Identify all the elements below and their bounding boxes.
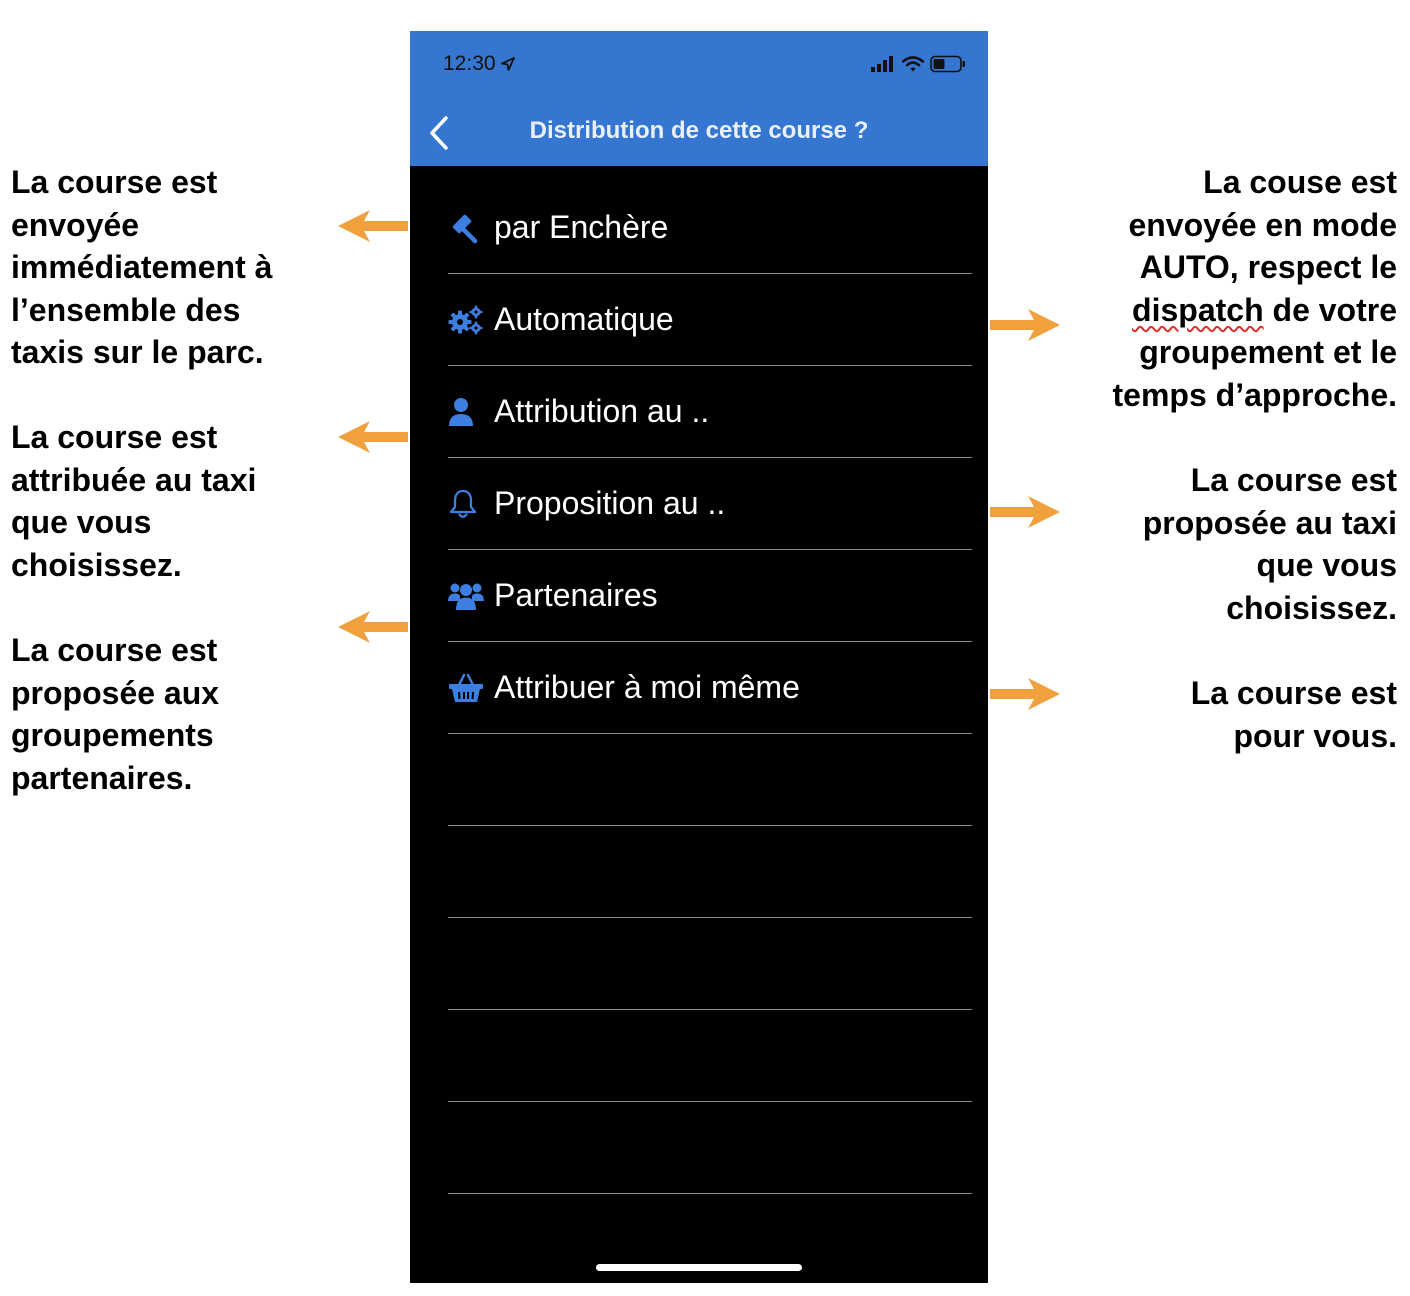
battery-icon [930,55,966,73]
nav-header [410,31,988,166]
annotation-line: immédiatement à [11,249,273,285]
annotation-line: envoyée [11,206,140,243]
annotation-line: pour vous. [1233,717,1397,754]
empty-row [448,1010,972,1102]
arrow-left-icon [336,609,410,645]
arrow-left-icon [336,208,410,244]
status-bar-time [443,52,516,76]
arrow-right-icon [988,494,1062,530]
gears-icon [448,304,484,336]
menu-item-label: par Enchère [494,209,669,245]
user-icon [448,397,474,427]
annotation-proposition [1143,459,1397,629]
annotation-line-rest: de votre [1272,291,1397,328]
annotation-line: taxis sur le parc. [11,334,264,370]
users-icon [448,581,484,611]
location-arrow-icon [500,56,516,72]
annotation-line: attribuée au taxi [11,461,257,498]
home-indicator[interactable] [596,1264,802,1271]
menu-item-proposition[interactable] [448,458,972,550]
phone-screen [410,31,988,1283]
annotation-line: l’ensemble des [11,291,241,328]
gavel-icon [448,212,480,244]
annotation-attribution [11,416,256,586]
page-title: Distribution de cette course ? [529,117,869,144]
status-bar-indicators [870,55,966,73]
annotation-line: La course est [1190,675,1397,711]
menu-item-automatique[interactable] [448,274,972,366]
menu-item-attribution[interactable] [448,366,972,458]
menu-item-encheres[interactable] [448,182,972,274]
menu-item-label: Proposition au .. [494,485,726,521]
status-time-text: 12:30 [443,52,496,75]
spellcheck-word: dispatch [1132,291,1264,328]
arrow-right-icon [988,676,1062,712]
empty-row [448,826,972,918]
empty-row [448,1102,972,1194]
annotation-line: La course est [11,632,218,668]
annotation-line: temps d’approche. [1112,376,1397,413]
menu-item-label: Attribuer à moi même [494,669,800,705]
annotation-line: La couse est [1203,164,1397,200]
menu-item-label: Automatique [494,301,674,337]
annotation-line: choisissez. [11,546,182,583]
bell-icon [448,488,478,520]
annotation-line: groupements [11,717,214,753]
annotation-line: AUTO, respect le [1139,249,1397,285]
annotation-line: groupement et le [1139,334,1397,370]
back-button[interactable] [422,113,456,153]
menu-item-label: Attribution au .. [494,393,710,429]
empty-row [448,734,972,826]
chevron-left-icon [429,116,449,150]
annotation-attribuer-moi [1191,672,1397,757]
annotation-line [1113,289,1398,332]
menu-item-attribuer-moi[interactable] [448,642,972,734]
annotation-partenaires [11,629,219,799]
annotation-line: La course est [11,419,218,455]
wifi-icon [902,56,924,72]
empty-row [448,918,972,1010]
basket-icon [448,673,484,703]
annotation-line: envoyée en mode [1128,206,1397,243]
annotation-line: La course est [1190,462,1397,498]
menu-item-label: Partenaires [494,577,658,613]
annotation-line: partenaires. [11,759,193,796]
annotation-encheres [11,161,272,374]
distribution-menu [448,182,972,1194]
annotation-line: La course est [11,164,218,200]
annotation-line: proposée au taxi [1142,504,1397,541]
arrow-left-icon [336,419,410,455]
signal-icon [870,56,896,72]
arrow-right-icon [988,307,1062,343]
annotation-automatique [1113,161,1398,416]
annotation-line: choisissez. [1226,589,1397,626]
annotation-line: que vous [1256,547,1397,583]
annotation-line: proposée aux [11,674,220,711]
annotation-line: que vous [11,504,152,540]
menu-item-partenaires[interactable] [448,550,972,642]
